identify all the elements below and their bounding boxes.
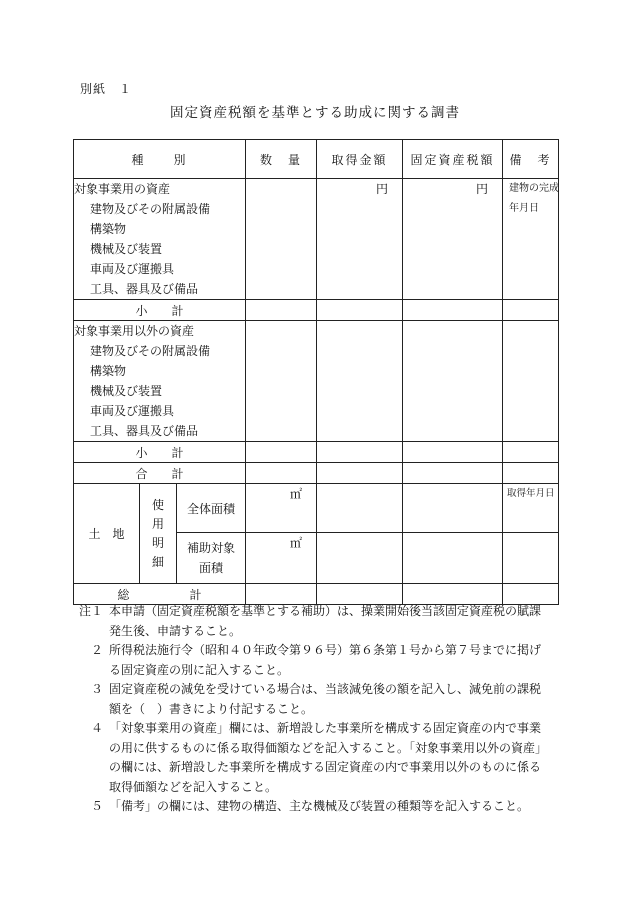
target-item-machinery: 機械及び装置: [90, 242, 163, 256]
usage-char: 細: [151, 554, 164, 569]
subsidy-area-remarks-cell[interactable]: [503, 533, 559, 584]
total-cell[interactable]: [403, 463, 503, 484]
note-item: [79, 797, 549, 817]
non-target-acquisition-cell[interactable]: [317, 321, 403, 442]
whole-area-quantity-cell[interactable]: [246, 484, 317, 533]
subtotal-cell[interactable]: [317, 300, 403, 321]
grand-total-label: 総 計: [74, 584, 246, 605]
area-unit: ㎡: [290, 536, 303, 550]
target-item-building: 建物及びその附属設備: [90, 202, 211, 216]
usage-char: 使: [151, 497, 164, 512]
notes-section: [79, 602, 549, 817]
target-assets-row: [74, 179, 559, 300]
note-number: ５: [91, 799, 104, 813]
subtotal-cell[interactable]: [503, 300, 559, 321]
whole-area-label: 全体面積: [177, 484, 246, 533]
note-number: ３: [91, 682, 104, 696]
total-cell[interactable]: [246, 463, 317, 484]
note-text: 固定資産税の減免を受けている場合は、当該減免後の額を記入し、減免前の課税額を（ ）書きにより付記すること。: [109, 682, 542, 716]
header-remarks: 備 考: [503, 140, 559, 179]
yen-unit: 円: [376, 182, 389, 196]
target-item-structure: 構築物: [90, 222, 127, 236]
header-acquisition: 取得金額: [317, 140, 403, 179]
land-remarks-cell[interactable]: [503, 484, 559, 533]
target-subtotal-label: 小 計: [74, 300, 246, 321]
remarks-completion-line1: 建物の完成: [509, 183, 560, 194]
non-target-item-machinery: 機械及び装置: [90, 384, 163, 398]
table-header-row: [74, 140, 559, 179]
note-number: ２: [91, 643, 104, 657]
document-title: 固定資産税額を基準とする助成に関する調書: [170, 105, 460, 121]
total-row: [74, 463, 559, 484]
non-target-remarks-cell[interactable]: [503, 321, 559, 442]
land-whole-area-row: [74, 484, 559, 533]
non-target-item-building: 建物及びその附属設備: [90, 344, 211, 358]
note-item: [79, 602, 549, 641]
note-text: 所得税法施行令（昭和４０年政令第９６号）第６条第１号から第７号までに掲げる固定資産の別に記入すること。: [109, 643, 542, 677]
note-number: 注１: [79, 604, 104, 618]
non-target-fixed-tax-cell[interactable]: [403, 321, 503, 442]
subsidy-area-line2: 面積: [199, 561, 224, 575]
subsidy-area-acquisition-cell[interactable]: [317, 533, 403, 584]
asset-table: [73, 139, 559, 605]
non-target-subtotal-row: [74, 442, 559, 463]
non-target-quantity-cell[interactable]: [246, 321, 317, 442]
total-cell[interactable]: [317, 463, 403, 484]
note-number: ４: [91, 721, 104, 735]
land-label: 土 地: [74, 484, 140, 584]
subtotal-cell[interactable]: [246, 442, 317, 463]
target-assets-cell: [74, 179, 246, 300]
header-category: 種 別: [74, 140, 246, 179]
target-fixed-tax-cell[interactable]: [403, 179, 503, 300]
subtotal-cell[interactable]: [246, 300, 317, 321]
subsidy-area-label: [177, 533, 246, 584]
usage-char: 明: [151, 535, 164, 550]
non-target-assets-heading: 対象事業用以外の資産: [74, 324, 195, 338]
total-label: 合 計: [74, 463, 246, 484]
target-quantity-cell[interactable]: [246, 179, 317, 300]
non-target-item-structure: 構築物: [90, 364, 127, 378]
note-text: 「備考」の欄には、建物の構造、主な機械及び装置の種類等を記入すること。: [109, 799, 530, 813]
attachment-label: 別紙 １: [80, 82, 133, 96]
target-subtotal-row: [74, 300, 559, 321]
whole-area-acquisition-cell[interactable]: [317, 484, 403, 533]
total-cell[interactable]: [503, 463, 559, 484]
note-text: 本申請（固定資産税額を基準とする補助）は、操業開始後当該固定資産税の賦課発生後、申請すること。: [109, 604, 542, 638]
note-item: [79, 719, 549, 797]
non-target-item-vehicles: 車両及び運搬具: [90, 404, 175, 418]
note-item: [79, 680, 549, 719]
non-target-assets-row: [74, 321, 559, 442]
non-target-item-tools: 工具、器具及び備品: [90, 424, 199, 438]
note-text: 「対象事業用の資産」欄には、新増設した事業所を構成する固定資産の内で事業の用に供するものに係る取得価額などを記入すること。「対象事業用以外の資産」の欄には、新増設した事業所を構成する固定資産の内で事業用以外のものに係る取得価額などを記入すること。: [109, 721, 548, 794]
target-assets-heading: 対象事業用の資産: [74, 182, 171, 196]
area-unit: ㎡: [290, 487, 303, 501]
subtotal-cell[interactable]: [403, 300, 503, 321]
subsidy-area-fixed-tax-cell[interactable]: [403, 533, 503, 584]
remarks-completion-line2: 年月日: [509, 203, 540, 214]
note-item: [79, 641, 549, 680]
whole-area-fixed-tax-cell[interactable]: [403, 484, 503, 533]
subtotal-cell[interactable]: [503, 442, 559, 463]
subsidy-area-quantity-cell[interactable]: [246, 533, 317, 584]
subtotal-cell[interactable]: [403, 442, 503, 463]
usage-char: 用: [151, 516, 164, 531]
subtotal-cell[interactable]: [317, 442, 403, 463]
non-target-assets-cell: [74, 321, 246, 442]
header-fixed-tax: 固定資産税額: [403, 140, 503, 179]
yen-unit: 円: [476, 182, 489, 196]
subsidy-area-line1: 補助対象: [187, 541, 236, 555]
target-remarks-cell[interactable]: [503, 179, 559, 300]
header-quantity: 数 量: [246, 140, 317, 179]
land-usage-cell: [140, 484, 177, 584]
land-usage-vertical-label: [151, 496, 165, 572]
target-item-tools: 工具、器具及び備品: [90, 282, 199, 296]
acquisition-date-label: 取得年月日: [507, 488, 555, 499]
non-target-subtotal-label: 小 計: [74, 442, 246, 463]
target-item-vehicles: 車両及び運搬具: [90, 262, 175, 276]
target-acquisition-cell[interactable]: [317, 179, 403, 300]
